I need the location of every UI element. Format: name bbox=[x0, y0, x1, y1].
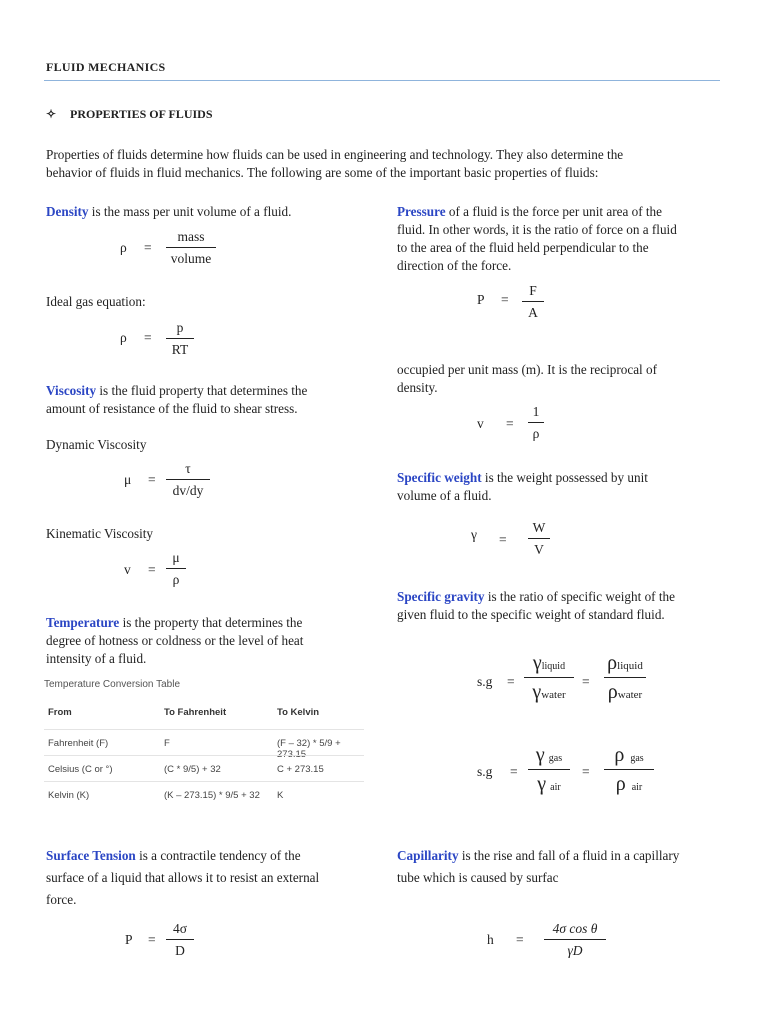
table-cell: Kelvin (K) bbox=[48, 790, 90, 801]
density-equals: = bbox=[144, 240, 152, 255]
dynamic-denominator: dv/dy bbox=[172, 483, 204, 498]
specific-volume-equals: = bbox=[506, 416, 514, 431]
intro-line-2: behavior of fluids in fluid mechanics. The following are some of the important basic properties of fluids: bbox=[46, 165, 599, 180]
gamma-symbol: γ bbox=[532, 652, 542, 674]
specific-volume-lhs: v bbox=[477, 416, 484, 431]
specific-gravity-line-1: is the ratio of specific weight of the bbox=[484, 589, 675, 604]
specific-volume-text bbox=[397, 361, 657, 397]
section-title: PROPERTIES OF FLUIDS bbox=[70, 107, 213, 121]
kinematic-viscosity-label: Kinematic Viscosity bbox=[46, 526, 154, 541]
surface-tension-line-1: is a contractile tendency of the bbox=[135, 848, 301, 863]
subscript: gas bbox=[548, 753, 563, 764]
table-header-fahrenheit: To Fahrenheit bbox=[164, 707, 227, 718]
sg2-rho-denominator bbox=[604, 770, 654, 796]
sg1-rho-numerator bbox=[604, 652, 646, 678]
specific-weight-term: Specific weight bbox=[397, 470, 482, 485]
surface-tension-line-2: surface of a liquid that allows it to resist an external bbox=[46, 870, 320, 885]
rho-symbol: ρ bbox=[614, 744, 625, 766]
table-caption: Temperature Conversion Table bbox=[44, 679, 181, 690]
surface-tension-numerator: 4σ bbox=[166, 921, 194, 940]
dynamic-lhs: μ bbox=[124, 472, 132, 487]
kinematic-numerator: μ bbox=[166, 550, 186, 569]
sg1-lhs: s.g bbox=[477, 674, 493, 689]
specific-volume-line-1: occupied per unit mass (m). It is the reciprocal of bbox=[397, 362, 657, 377]
table-row bbox=[44, 755, 364, 782]
document-header: FLUID MECHANICS bbox=[46, 60, 166, 74]
rho-symbol: ρ bbox=[615, 773, 626, 795]
rho-symbol: ρ bbox=[607, 652, 618, 674]
table-row bbox=[44, 729, 364, 760]
specific-gravity-definition bbox=[397, 588, 675, 624]
ideal-gas-lhs: ρ bbox=[120, 330, 127, 345]
viscosity-line-2: amount of resistance of the fluid to shear stress. bbox=[46, 401, 298, 416]
sg1-gamma-fraction bbox=[524, 652, 574, 704]
dynamic-numerator: τ bbox=[166, 461, 210, 480]
specific-weight-line-2: volume of a fluid. bbox=[397, 488, 492, 503]
gamma-symbol: γ bbox=[535, 744, 545, 766]
sg1-rho-fraction bbox=[604, 652, 646, 704]
gamma-symbol: γ bbox=[532, 681, 542, 703]
specific-volume-denominator: ρ bbox=[532, 426, 540, 441]
capillarity-term: Capillarity bbox=[397, 848, 459, 863]
capillarity-equals: = bbox=[516, 932, 524, 947]
table-header-from: From bbox=[48, 707, 72, 718]
temperature-definition bbox=[46, 614, 303, 668]
sg2-lhs: s.g bbox=[477, 764, 493, 779]
density-text: is the mass per unit volume of a fluid. bbox=[88, 204, 292, 219]
section-heading bbox=[46, 107, 213, 122]
pressure-definition bbox=[397, 203, 677, 275]
table-cell: K bbox=[277, 790, 284, 801]
kinematic-denominator: ρ bbox=[172, 572, 180, 587]
surface-tension-line-3: force. bbox=[46, 892, 77, 907]
surface-tension-fraction bbox=[166, 921, 194, 959]
subscript: liquid bbox=[541, 661, 566, 672]
temperature-term: Temperature bbox=[46, 615, 120, 630]
subscript: air bbox=[550, 782, 561, 793]
sg2-equals: = bbox=[510, 764, 518, 779]
kinematic-equals: = bbox=[148, 562, 156, 577]
sg2-gamma-numerator bbox=[528, 744, 570, 770]
pressure-line-4: direction of the force. bbox=[397, 258, 512, 273]
temperature-line-1: is the property that determines the bbox=[119, 615, 303, 630]
sg2-rho-fraction bbox=[604, 744, 654, 796]
surface-tension-denominator: D bbox=[175, 943, 185, 958]
specific-gravity-term: Specific gravity bbox=[397, 589, 485, 604]
specific-gravity-line-2: given fluid to the specific weight of standard fluid. bbox=[397, 607, 665, 622]
pressure-lhs: P bbox=[477, 292, 485, 307]
density-definition bbox=[46, 203, 291, 221]
sg1-gamma-numerator bbox=[524, 652, 574, 678]
table-cell: (K – 273.15) * 9/5 + 32 bbox=[164, 790, 260, 801]
pressure-term: Pressure bbox=[397, 204, 446, 219]
specific-weight-lhs: γ bbox=[471, 527, 477, 542]
surface-tension-lhs: P bbox=[125, 932, 133, 947]
pressure-line-1: of a fluid is the force per unit area of the bbox=[445, 204, 662, 219]
pressure-numerator: F bbox=[522, 283, 544, 302]
viscosity-line-1: is the fluid property that determines the bbox=[96, 383, 308, 398]
gamma-symbol: γ bbox=[537, 773, 547, 795]
pressure-denominator: A bbox=[528, 305, 538, 320]
table-cell: F bbox=[164, 738, 170, 749]
specific-weight-equals: = bbox=[499, 532, 507, 547]
density-lhs: ρ bbox=[120, 240, 127, 255]
sg2-rho-numerator bbox=[604, 744, 654, 770]
specific-weight-numerator: W bbox=[528, 520, 550, 539]
ideal-gas-label: Ideal gas equation: bbox=[46, 294, 146, 309]
sg1-equals-2: = bbox=[582, 674, 590, 689]
density-denominator: volume bbox=[170, 251, 212, 266]
table-header-row bbox=[44, 699, 364, 725]
dynamic-viscosity-label: Dynamic Viscosity bbox=[46, 437, 147, 452]
capillarity-line-2: tube which is caused by surfac bbox=[397, 870, 559, 885]
capillarity-definition bbox=[397, 845, 679, 889]
diamond-bullet-icon: ✧ bbox=[46, 107, 57, 121]
ideal-gas-equals: = bbox=[144, 330, 152, 345]
viscosity-definition bbox=[46, 382, 307, 418]
pressure-equals: = bbox=[501, 292, 509, 307]
density-term: Density bbox=[46, 204, 89, 219]
sg1-equals: = bbox=[507, 674, 515, 689]
specific-weight-fraction bbox=[528, 520, 550, 558]
specific-volume-numerator: 1 bbox=[528, 404, 544, 423]
sg1-gamma-denominator bbox=[524, 678, 574, 704]
pressure-line-2: fluid. In other words, it is the ratio of force on a fluid bbox=[397, 222, 677, 237]
subscript: gas bbox=[630, 753, 644, 764]
density-numerator: mass bbox=[166, 229, 216, 248]
ideal-gas-denominator: RT bbox=[171, 342, 189, 357]
rho-symbol: ρ bbox=[607, 681, 618, 703]
subscript: water bbox=[617, 689, 643, 701]
specific-volume-fraction bbox=[528, 404, 544, 442]
pressure-fraction bbox=[522, 283, 544, 321]
surface-tension-equals: = bbox=[148, 932, 156, 947]
subscript: water bbox=[541, 689, 566, 701]
dynamic-equals: = bbox=[148, 472, 156, 487]
table-row bbox=[44, 781, 364, 808]
temperature-line-2: degree of hotness or coldness or the level of heat bbox=[46, 633, 304, 648]
sg2-gamma-denominator bbox=[528, 770, 570, 796]
intro-line-1: Properties of fluids determine how fluids can be used in engineering and technology. They also determine the bbox=[46, 147, 624, 162]
dynamic-fraction bbox=[166, 461, 210, 499]
capillarity-line-1: is the rise and fall of a fluid in a capillary bbox=[458, 848, 680, 863]
table-cell: (C * 9/5) + 32 bbox=[164, 764, 221, 775]
specific-weight-line-1: is the weight possessed by unit bbox=[481, 470, 648, 485]
density-fraction bbox=[166, 229, 216, 267]
specific-volume-line-2: density. bbox=[397, 380, 438, 395]
surface-tension-definition bbox=[46, 845, 319, 911]
pressure-line-3: to the area of the fluid held perpendicular to the bbox=[397, 240, 649, 255]
kinematic-lhs: v bbox=[124, 562, 131, 577]
intro-paragraph bbox=[46, 146, 623, 182]
capillarity-denominator: γD bbox=[567, 943, 583, 958]
sg2-gamma-fraction bbox=[528, 744, 570, 796]
capillarity-fraction bbox=[544, 921, 606, 959]
table-cell: Fahrenheit (F) bbox=[48, 738, 109, 749]
ideal-gas-numerator: p bbox=[166, 320, 194, 339]
specific-weight-denominator: V bbox=[534, 542, 544, 557]
table-cell: C + 273.15 bbox=[277, 764, 324, 775]
specific-weight-definition bbox=[397, 469, 648, 505]
sg2-equals-2: = bbox=[582, 764, 590, 779]
header-rule bbox=[44, 80, 720, 81]
sg1-rho-denominator bbox=[604, 678, 646, 704]
subscript: air bbox=[631, 782, 643, 793]
capillarity-numerator: 4σ cos θ bbox=[544, 921, 606, 940]
viscosity-term: Viscosity bbox=[46, 383, 97, 398]
table-header-kelvin: To Kelvin bbox=[277, 707, 320, 718]
surface-tension-term: Surface Tension bbox=[46, 848, 136, 863]
table-cell: Celsius (C or °) bbox=[48, 764, 113, 775]
temperature-line-3: intensity of a fluid. bbox=[46, 651, 147, 666]
table-cell: (F – 32) * 5/9 + 273.15 bbox=[277, 738, 341, 760]
capillarity-lhs: h bbox=[487, 932, 494, 947]
subscript: liquid bbox=[617, 660, 643, 672]
kinematic-fraction bbox=[166, 550, 186, 588]
ideal-gas-fraction bbox=[166, 320, 194, 358]
